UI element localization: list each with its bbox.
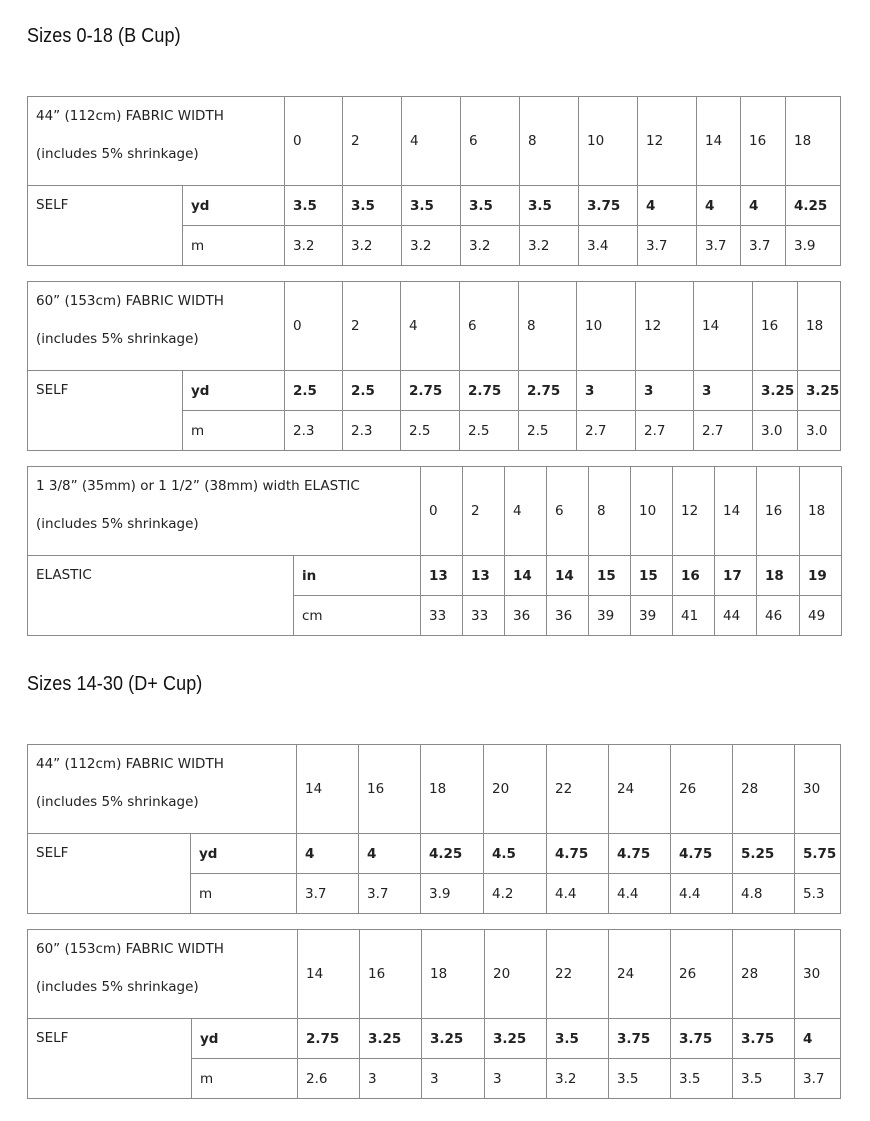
value-cell: 3.5 [285,186,343,226]
fabric-width-title: 60” (153cm) FABRIC WIDTH [36,293,224,309]
size-header-cell: 18 [786,97,841,186]
value-cell: 44 [715,596,757,636]
value-cell: 3 [694,371,753,411]
primary-unit-row [28,556,842,596]
size-header-cell: 14 [715,467,757,556]
value-cell: 5.25 [733,834,795,874]
value-cell: 2.5 [343,371,401,411]
value-cell: 4 [359,834,421,874]
value-cell: 4.8 [733,874,795,914]
value-cell: 36 [505,596,547,636]
row-name-cell: SELF [28,371,183,451]
value-cell: 3.2 [285,226,343,266]
unit-cell: m [183,411,285,451]
size-header-cell: 18 [800,467,842,556]
unit-cell: in [294,556,421,596]
value-cell: 3.2 [547,1059,609,1099]
size-header-cell: 4 [505,467,547,556]
size-header-cell: 0 [285,282,343,371]
value-cell: 3.4 [579,226,638,266]
value-cell: 4.5 [484,834,547,874]
size-header-cell: 28 [733,745,795,834]
value-cell: 3.7 [741,226,786,266]
value-cell: 3.75 [733,1019,795,1059]
size-header-cell: 4 [402,97,461,186]
size-header-cell: 14 [297,745,359,834]
value-cell: 5.75 [795,834,841,874]
size-header-cell: 24 [609,745,671,834]
value-cell: 4.4 [609,874,671,914]
value-cell: 3.2 [402,226,461,266]
fabric-width-title: 44” (112cm) FABRIC WIDTH [36,108,224,124]
value-cell: 2.5 [460,411,519,451]
size-header-cell: 22 [547,745,609,834]
value-cell: 2.75 [401,371,460,411]
size-header-cell: 14 [697,97,741,186]
size-header-cell: 10 [577,282,636,371]
shrinkage-note: (includes 5% shrinkage) [36,979,199,995]
unit-cell: yd [183,371,285,411]
size-header-cell: 10 [579,97,638,186]
value-cell: 3 [422,1059,485,1099]
size-header-row [28,97,841,186]
section-heading: Sizes 14-30 (D+ Cup) [27,673,203,695]
value-cell: 14 [505,556,547,596]
value-cell: 3.7 [795,1059,841,1099]
value-cell: 4.2 [484,874,547,914]
size-header-cell: 10 [631,467,673,556]
shrinkage-note: (includes 5% shrinkage) [36,794,199,810]
row-name-cell: SELF [28,186,183,266]
value-cell: 2.5 [285,371,343,411]
shrinkage-note: (includes 5% shrinkage) [36,146,199,162]
value-cell: 2.7 [636,411,694,451]
value-cell: 3.25 [422,1019,485,1059]
size-header-cell: 16 [757,467,800,556]
fabric-width-label [28,745,297,834]
value-cell: 3.9 [421,874,484,914]
size-header-cell: 16 [360,930,422,1019]
size-header-cell: 12 [673,467,715,556]
value-cell: 2.75 [519,371,577,411]
fabric-width-title: 1 3/8” (35mm) or 1 1/2” (38mm) width ELASTIC [36,478,360,494]
value-cell: 19 [800,556,842,596]
value-cell: 3.5 [671,1059,733,1099]
yardage-table [27,466,842,636]
size-header-row [28,930,841,1019]
unit-cell: m [192,1059,298,1099]
size-header-row [28,745,841,834]
size-header-cell: 30 [795,745,841,834]
unit-cell: yd [192,1019,298,1059]
value-cell: 41 [673,596,715,636]
value-cell: 4.25 [786,186,841,226]
value-cell: 39 [589,596,631,636]
value-cell: 3.75 [671,1019,733,1059]
value-cell: 16 [673,556,715,596]
value-cell: 3.25 [798,371,841,411]
size-header-row [28,282,841,371]
fabric-width-label [28,467,421,556]
size-header-cell: 24 [609,930,671,1019]
value-cell: 17 [715,556,757,596]
value-cell: 4 [697,186,741,226]
primary-unit-row [28,834,841,874]
size-header-cell: 26 [671,930,733,1019]
value-cell: 3.7 [359,874,421,914]
value-cell: 2.3 [343,411,401,451]
size-header-cell: 4 [401,282,460,371]
value-cell: 4.75 [671,834,733,874]
size-header-cell: 16 [741,97,786,186]
unit-cell: yd [191,834,297,874]
value-cell: 3.5 [609,1059,671,1099]
value-cell: 2.5 [401,411,460,451]
value-cell: 3.7 [638,226,697,266]
value-cell: 2.3 [285,411,343,451]
size-header-cell: 8 [520,97,579,186]
shrinkage-note: (includes 5% shrinkage) [36,331,199,347]
value-cell: 4.75 [609,834,671,874]
size-header-cell: 0 [285,97,343,186]
value-cell: 3.5 [520,186,579,226]
value-cell: 3.5 [547,1019,609,1059]
value-cell: 4 [638,186,697,226]
value-cell: 5.3 [795,874,841,914]
value-cell: 3.7 [697,226,741,266]
value-cell: 3.75 [579,186,638,226]
fabric-width-label [28,97,285,186]
size-header-cell: 14 [298,930,360,1019]
value-cell: 3.25 [753,371,798,411]
value-cell: 3.5 [402,186,461,226]
value-cell: 15 [589,556,631,596]
value-cell: 4 [297,834,359,874]
value-cell: 3.2 [461,226,520,266]
value-cell: 36 [547,596,589,636]
value-cell: 4.4 [547,874,609,914]
value-cell: 3 [360,1059,422,1099]
value-cell: 3.7 [297,874,359,914]
value-cell: 4.75 [547,834,609,874]
size-header-cell: 8 [589,467,631,556]
size-header-cell: 16 [359,745,421,834]
value-cell: 49 [800,596,842,636]
row-name-cell: SELF [28,1019,192,1099]
size-header-cell: 2 [343,282,401,371]
value-cell: 46 [757,596,800,636]
value-cell: 2.7 [577,411,636,451]
value-cell: 13 [463,556,505,596]
value-cell: 3.5 [343,186,402,226]
size-header-cell: 28 [733,930,795,1019]
value-cell: 18 [757,556,800,596]
value-cell: 3.5 [461,186,520,226]
size-header-cell: 20 [485,930,547,1019]
size-header-cell: 16 [753,282,798,371]
yardage-table [27,929,841,1099]
value-cell: 2.6 [298,1059,360,1099]
value-cell: 3.9 [786,226,841,266]
size-header-cell: 18 [421,745,484,834]
primary-unit-row [28,371,841,411]
primary-unit-row [28,186,841,226]
size-header-cell: 12 [638,97,697,186]
unit-cell: cm [294,596,421,636]
unit-cell: yd [183,186,285,226]
value-cell: 3.0 [798,411,841,451]
section-heading: Sizes 0-18 (B Cup) [27,25,181,47]
size-header-cell: 2 [463,467,505,556]
unit-cell: m [183,226,285,266]
value-cell: 3 [577,371,636,411]
size-header-cell: 8 [519,282,577,371]
size-header-cell: 18 [798,282,841,371]
size-header-row [28,467,842,556]
value-cell: 3.25 [485,1019,547,1059]
size-header-cell: 22 [547,930,609,1019]
size-header-cell: 0 [421,467,463,556]
size-header-cell: 6 [460,282,519,371]
value-cell: 3.25 [360,1019,422,1059]
value-cell: 3 [636,371,694,411]
fabric-width-label [28,282,285,371]
size-header-cell: 2 [343,97,402,186]
size-header-cell: 6 [461,97,520,186]
value-cell: 3 [485,1059,547,1099]
primary-unit-row [28,1019,841,1059]
value-cell: 3.75 [609,1019,671,1059]
yardage-table [27,281,841,451]
row-name-cell: ELASTIC [28,556,294,636]
value-cell: 3.0 [753,411,798,451]
value-cell: 2.75 [298,1019,360,1059]
size-header-cell: 14 [694,282,753,371]
value-cell: 4.4 [671,874,733,914]
value-cell: 4 [741,186,786,226]
fabric-width-title: 60” (153cm) FABRIC WIDTH [36,941,224,957]
size-header-cell: 6 [547,467,589,556]
value-cell: 33 [463,596,505,636]
value-cell: 33 [421,596,463,636]
value-cell: 13 [421,556,463,596]
size-header-cell: 12 [636,282,694,371]
size-header-cell: 20 [484,745,547,834]
unit-cell: m [191,874,297,914]
fabric-width-label [28,930,298,1019]
value-cell: 4.25 [421,834,484,874]
value-cell: 2.7 [694,411,753,451]
size-header-cell: 26 [671,745,733,834]
row-name-cell: SELF [28,834,191,914]
value-cell: 3.2 [520,226,579,266]
size-header-cell: 18 [422,930,485,1019]
value-cell: 2.75 [460,371,519,411]
fabric-width-title: 44” (112cm) FABRIC WIDTH [36,756,224,772]
value-cell: 14 [547,556,589,596]
value-cell: 4 [795,1019,841,1059]
value-cell: 3.5 [733,1059,795,1099]
value-cell: 39 [631,596,673,636]
value-cell: 2.5 [519,411,577,451]
value-cell: 15 [631,556,673,596]
size-header-cell: 30 [795,930,841,1019]
value-cell: 3.2 [343,226,402,266]
yardage-table [27,744,841,914]
yardage-table [27,96,841,266]
shrinkage-note: (includes 5% shrinkage) [36,516,199,532]
